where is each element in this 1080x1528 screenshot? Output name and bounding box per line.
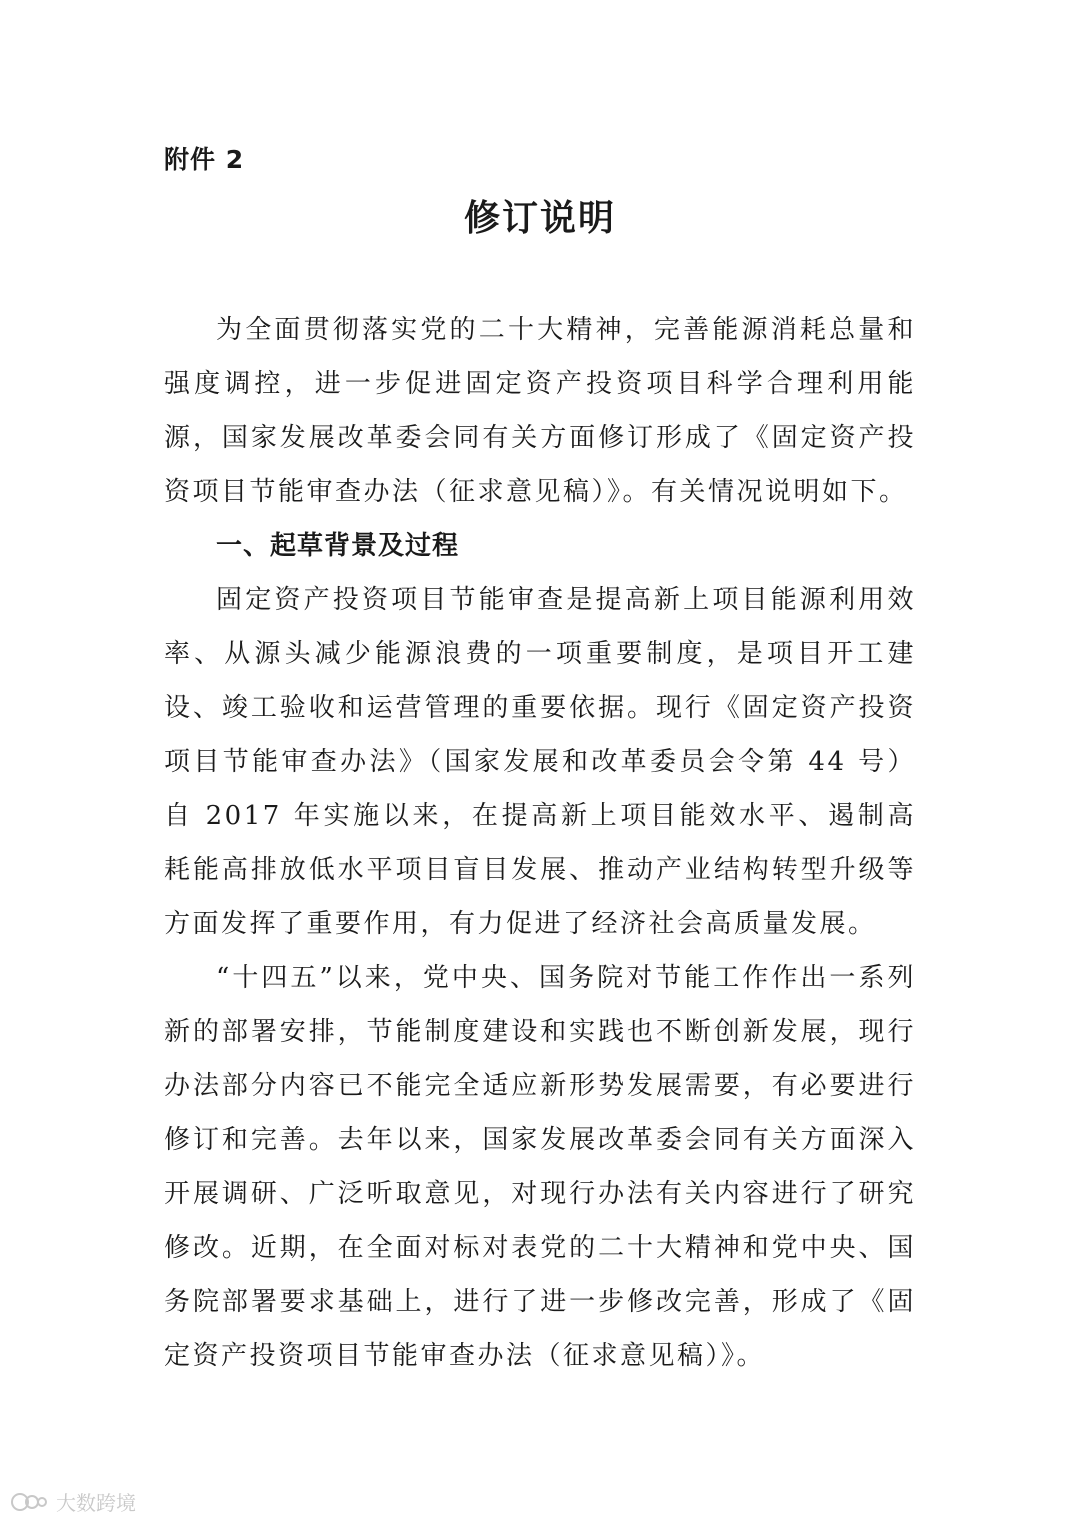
intro-paragraph: 为全面贯彻落实党的二十大精神，完善能源消耗总量和强度调控，进一步促进固定资产投资项目科学合理利用能源，国家发展改革委会同有关方面修订形成了《固定资产投资项目节能审查办法（征求意见稿）》。有关情况说明如下。 — [164, 315, 916, 507]
watermark — [10, 1487, 136, 1516]
section1-paragraph-2: “十四五”以来，党中央、国务院对节能工作作出一系列新的部署安排，节能制度建设和实践也不断创新发展，现行办法部分内容已不能完全适应新形势发展需要，有必要进行修订和完善。去年以来，国家发展改革委会同有关方面深入开展调研、广泛听取意见，对现行办法有关内容进行了研究修改。近期，在全面对标对表党的二十大精神和党中央、国务院部署要求基础上，进行了进一步修改完善，形成了《固定资产投资项目节能审查办法（征求意见稿）》。 — [164, 963, 916, 1371]
section-heading: 一、起草背景及过程 — [216, 531, 460, 561]
document-body — [164, 303, 916, 1383]
watermark-text: 大数跨境 — [56, 1491, 136, 1515]
page-title: 修订说明 — [463, 198, 616, 239]
attachment-label: 附件 2 — [164, 145, 245, 174]
logo-icon — [10, 1490, 50, 1514]
section1-paragraph-1: 固定资产投资项目节能审查是提高新上项目能源利用效率、从源头减少能源浪费的一项重要制度，是项目开工建设、竣工验收和运营管理的重要依据。现行《固定资产投资项目节能审查办法》（国家发展和改革委员会令第 44 号）自 2017 年实施以来，在提高新上项目能效水平、遏制高耗能高排放低水平项目盲目发展、推动产业结构转型升级等方面发挥了重要作用，有力促进了经济社会高质量发展。 — [164, 585, 916, 939]
